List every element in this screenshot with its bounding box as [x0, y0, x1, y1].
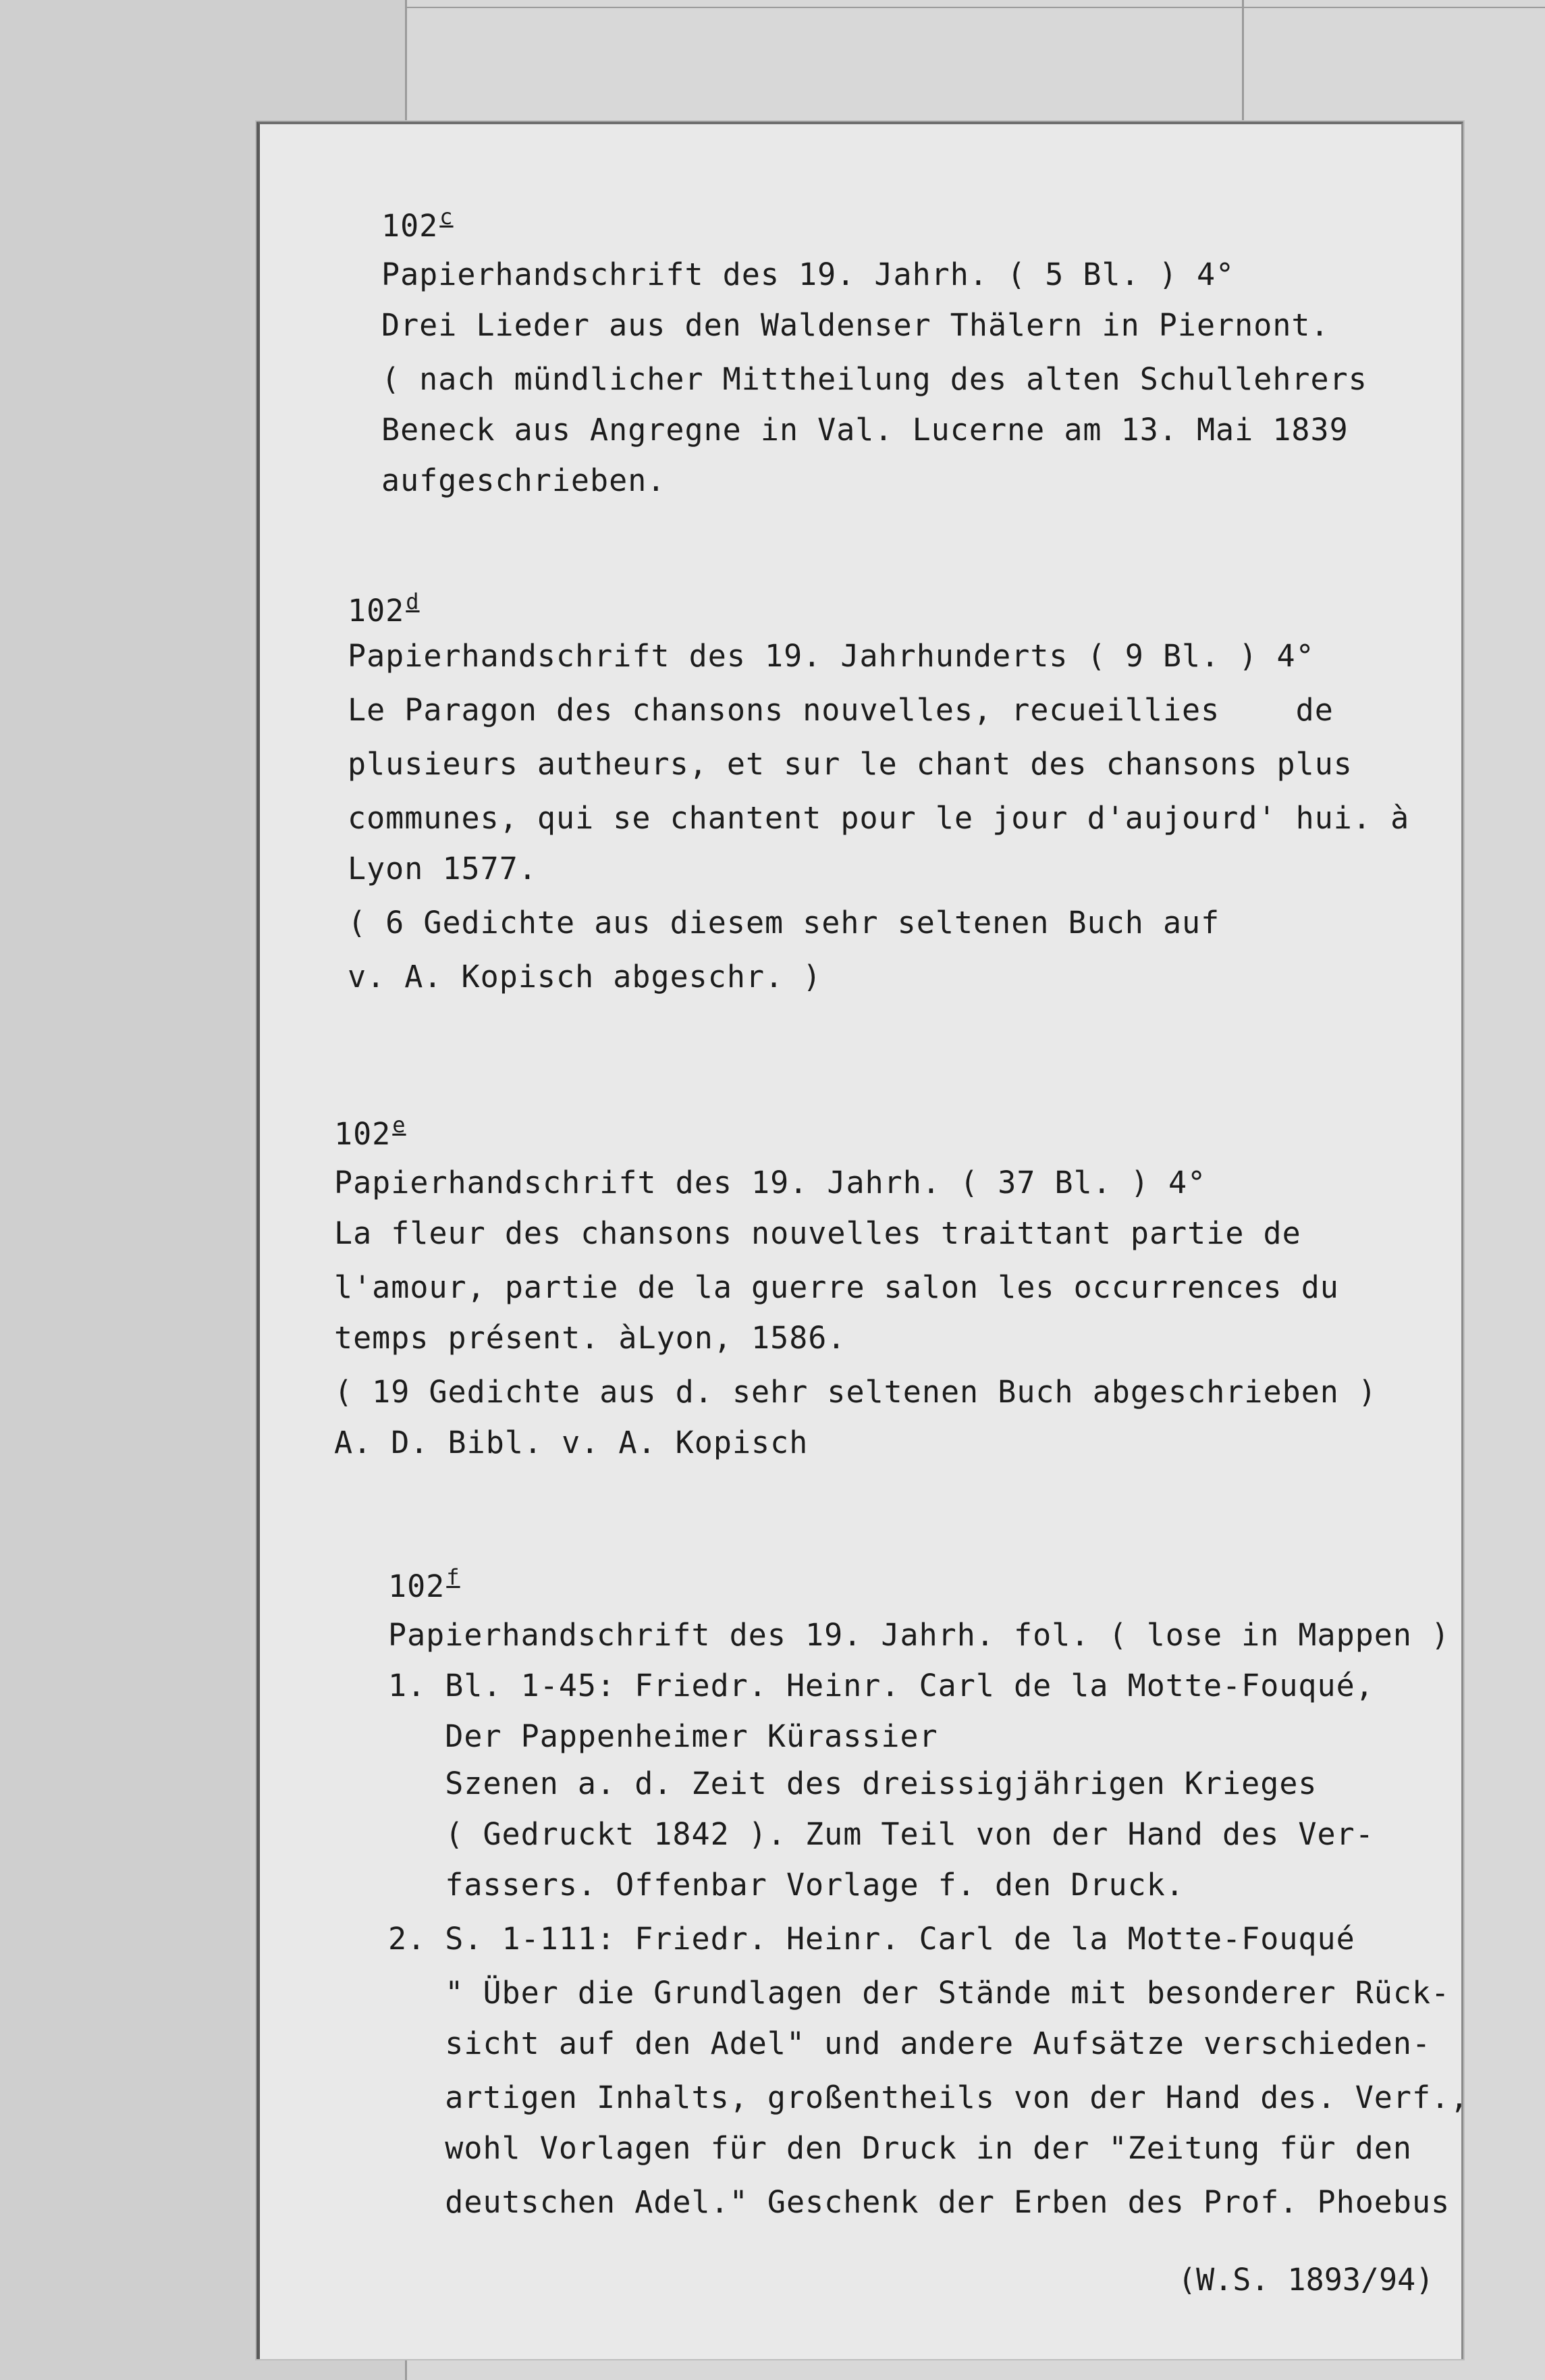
entry-line: v. A. Kopisch abgeschr. )	[348, 959, 822, 995]
entry-line: ( Gedruckt 1842 ). Zum Teil von der Hand des Ver-	[388, 1816, 1374, 1852]
entry-line: Lyon 1577.	[348, 851, 537, 887]
entry-line: l'amour, partie de la guerre salon les occurrences du	[334, 1269, 1339, 1305]
entry-line: Papierhandschrift des 19. Jahrhunderts ( 9 Bl. ) 4°	[348, 638, 1315, 674]
entry-line: ( 19 Gedichte aus d. sehr seltenen Buch abgeschrieben )	[334, 1374, 1378, 1410]
entry-line: deutschen Adel." Geschenk der Erben des Prof. Phoebus	[388, 2184, 1451, 2220]
entry-number: 102$^d$	[348, 589, 420, 629]
entry-line: Papierhandschrift des 19. Jahrh. ( 5 Bl. ) 4°	[381, 257, 1235, 292]
entry-line: A. D. Bibl. v. A. Kopisch	[334, 1425, 809, 1460]
entry-line: " Über die Grundlagen der Stände mit besonderer Rück-	[388, 1975, 1451, 2011]
signature: (W.S. 1893/94)	[1178, 2262, 1434, 2298]
catalog-card	[256, 122, 1469, 2359]
entry-number: 102e	[334, 1112, 406, 1152]
entry-number: 102$^c$	[381, 204, 454, 244]
entry-line: 1. Bl. 1-45: Friedr. Heinr. Carl de la Motte-Fouqué,	[388, 1668, 1374, 1703]
entry-line: wohl Vorlagen für den Druck in der "Zeitung für den	[388, 2130, 1412, 2166]
entry-line: plusieurs autheurs, et sur le chant des chansons plus	[348, 746, 1353, 782]
entry-line: fassers. Offenbar Vorlage f. den Druck.	[388, 1867, 1185, 1903]
entry-line: ( 6 Gedichte aus diesem sehr seltenen Buch auf	[348, 905, 1220, 941]
entry-line: Drei Lieder aus den Waldenser Thälern in Piernont.	[381, 307, 1330, 343]
entry-line: Papierhandschrift des 19. Jahrh. fol. ( lose in Mappen )	[388, 1617, 1451, 1653]
entry-line: sicht auf den Adel" und andere Aufsätze verschieden-	[388, 2026, 1432, 2061]
background-divider	[1242, 0, 1244, 122]
entry-line: Der Pappenheimer Kürassier	[388, 1718, 938, 1754]
entry-line: communes, qui se chantent pour le jour d'aujourd' hui. à	[348, 800, 1410, 836]
entry-line: aufgeschrieben.	[381, 462, 666, 498]
entry-line: 2. S. 1-111: Friedr. Heinr. Carl de la Motte-Fouqué	[388, 1921, 1355, 1957]
entry-line: Le Paragon des chansons nouvelles, recueillies de	[348, 692, 1334, 728]
entry-line: artigen Inhalts, großentheils von der Hand des. Verf.,	[388, 2080, 1469, 2115]
entry-line: Szenen a. d. Zeit des dreissigjährigen Krieges	[388, 1766, 1318, 1801]
entry-line: Papierhandschrift des 19. Jahrh. ( 37 Bl. ) 4°	[334, 1165, 1207, 1200]
background-divider	[405, 7, 1545, 8]
entry-line: ( nach mündlicher Mittheilung des alten Schullehrers	[381, 361, 1367, 397]
entry-number: 102$^f$	[388, 1564, 460, 1604]
entry-line: Beneck aus Angregne in Val. Lucerne am 13. Mai 1839	[381, 412, 1349, 448]
entry-line: La fleur des chansons nouvelles traittant partie de	[334, 1215, 1301, 1251]
entry-line: temps présent. àLyon, 1586.	[334, 1320, 846, 1356]
